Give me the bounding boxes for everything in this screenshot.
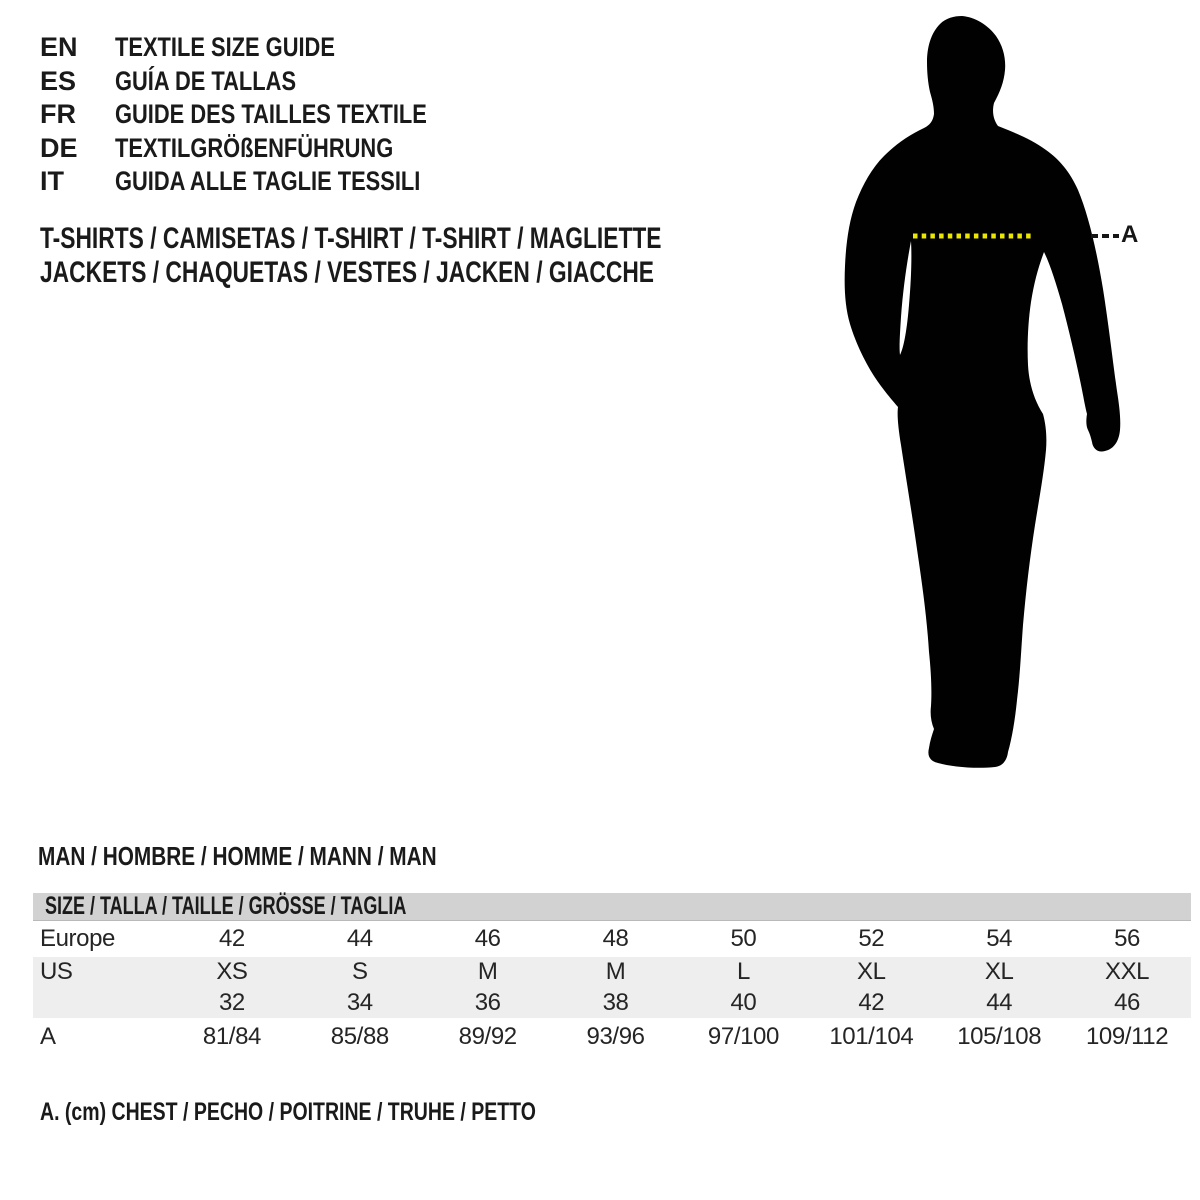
cell: 38 [602, 988, 629, 1016]
language-code: DE [40, 132, 78, 163]
language-code: ES [40, 65, 77, 96]
cell: XL [984, 958, 1014, 985]
cell: L [736, 958, 750, 985]
cell: 101/104 [829, 1022, 914, 1050]
cell: 52 [858, 925, 885, 952]
language-label: TEXTILGRÖßENFÜHRUNG [115, 132, 394, 163]
language-code: IT [40, 166, 64, 196]
category-line-jackets: JACKETS / CHAQUETAS / VESTES / JACKEN / GIACCHE [40, 256, 654, 289]
cell: 50 [730, 925, 757, 952]
row-label: Europe [40, 925, 115, 952]
measure-label-a: A [1121, 221, 1139, 248]
category-line-tshirts: T-SHIRTS / CAMISETAS / T-SHIRT / T-SHIRT / MAGLIETTE [40, 222, 662, 255]
cell: 54 [986, 925, 1013, 952]
language-label: TEXTILE SIZE GUIDE [115, 32, 335, 62]
table-row-numeric [33, 987, 1191, 1018]
language-code: FR [40, 99, 76, 129]
cell: 85/88 [330, 1022, 389, 1050]
cell: 40 [730, 988, 757, 1016]
cell: 105/108 [957, 1022, 1042, 1050]
cell: XXL [1104, 958, 1150, 985]
size-table-header [33, 893, 1191, 921]
cell: 44 [986, 988, 1013, 1016]
language-label: GUIDE DES TAILLES TEXTILE [115, 99, 427, 129]
cell: 32 [218, 988, 245, 1016]
table-row-europe [33, 921, 1191, 957]
cell: 42 [858, 988, 885, 1016]
row-label: A [40, 1022, 56, 1050]
row-label: US [40, 958, 73, 985]
cell: 56 [1114, 925, 1141, 952]
cell: 97/100 [707, 1022, 779, 1050]
cell: 109/112 [1085, 1022, 1169, 1050]
man-silhouette [845, 16, 1121, 768]
cell: M [477, 958, 498, 985]
size-table [33, 893, 1191, 1055]
cell: XL [857, 958, 886, 985]
language-label: GUIDA ALLE TAGLIE TESSILI [115, 166, 421, 196]
cell: 44 [346, 925, 373, 952]
cell: S [352, 958, 368, 985]
section-title: MAN / HOMBRE / HOMME / MANN / MAN [38, 841, 437, 871]
table-row-us [33, 957, 1191, 987]
cell: M [605, 958, 626, 985]
language-code: EN [40, 32, 78, 62]
size-table-header-label: SIZE / TALLA / TAILLE / GRÖSSE / TAGLIA [45, 892, 407, 920]
cell: 46 [474, 925, 501, 952]
cell: 93/96 [586, 1022, 645, 1050]
measurement-footnote: A. (cm) CHEST / PECHO / POITRINE / TRUHE / PETTO [40, 1098, 536, 1126]
cell: 42 [218, 925, 245, 952]
language-label: GUÍA DE TALLAS [115, 65, 297, 96]
cell: 34 [346, 988, 373, 1016]
cell: 89/92 [458, 1022, 517, 1050]
cell: 48 [602, 925, 629, 952]
table-row-chest [33, 1018, 1191, 1055]
cell: XS [216, 958, 248, 985]
cell: 36 [474, 988, 501, 1016]
cell: 81/84 [202, 1022, 261, 1050]
cell: 46 [1114, 988, 1141, 1016]
